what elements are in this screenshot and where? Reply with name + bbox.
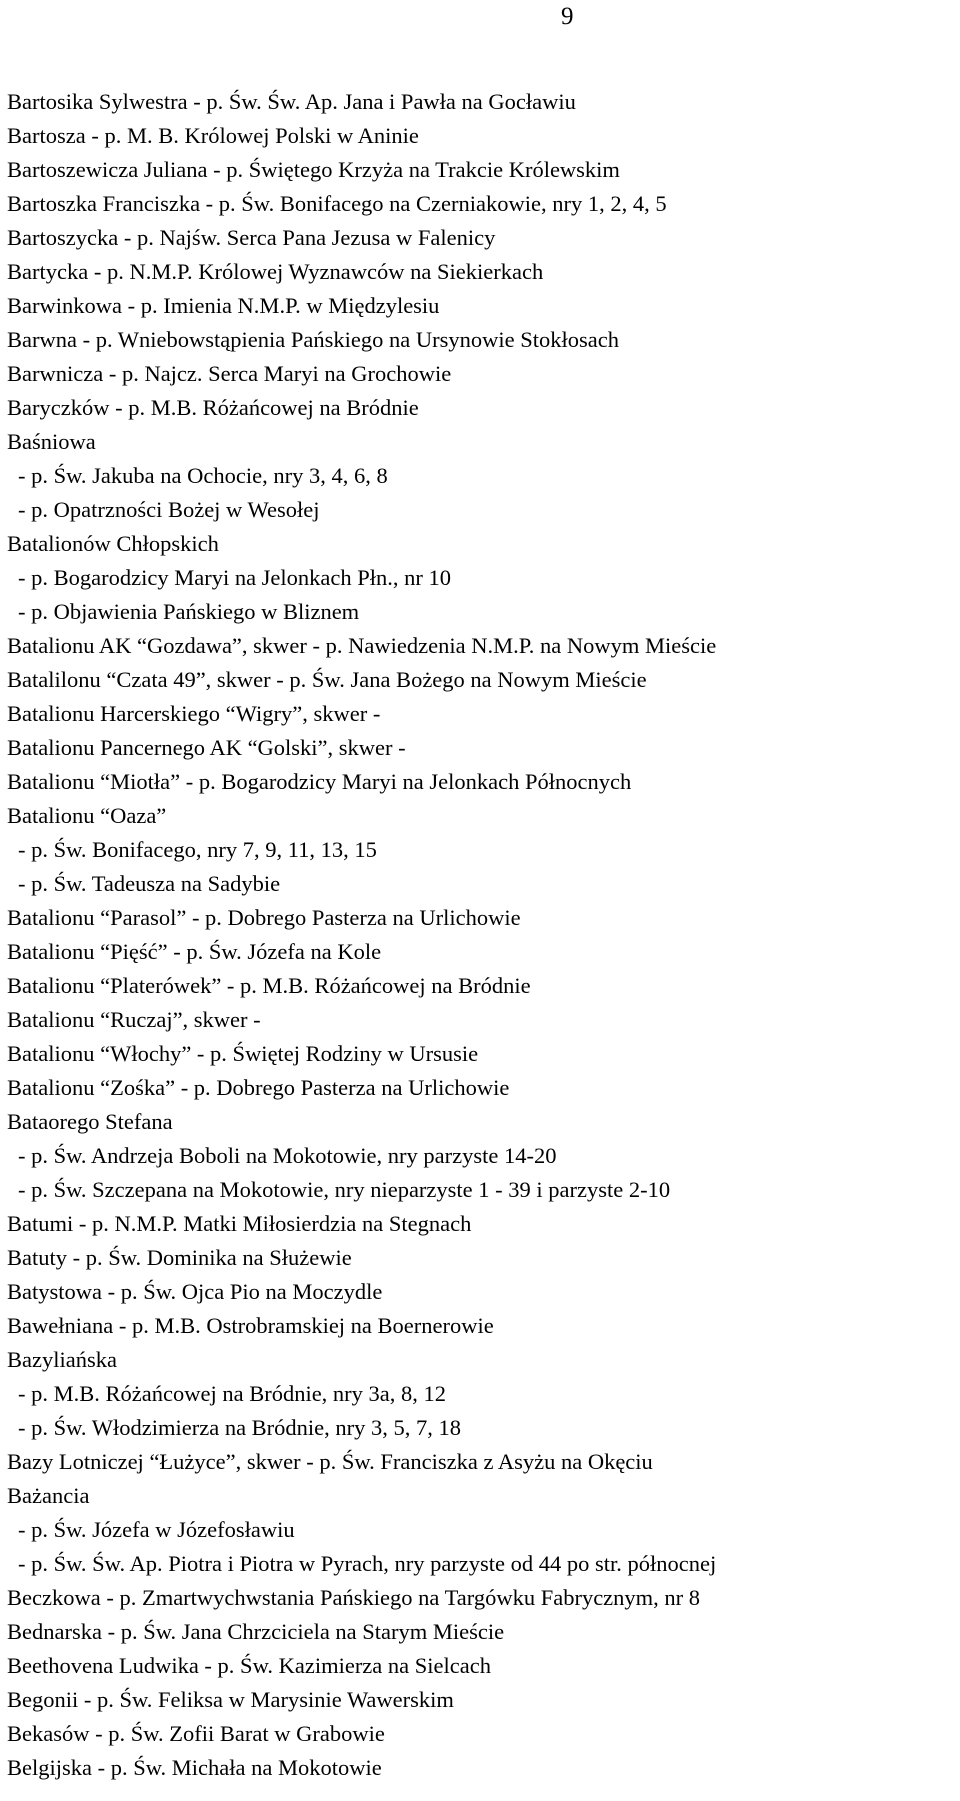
street-entry: Begonii - p. Św. Feliksa w Marysinie Wawerskim xyxy=(7,1687,454,1712)
parish-sub-entry: - p. Św. Józefa w Józefosławiu xyxy=(18,1517,295,1542)
street-entry: Beczkowa - p. Zmartwychwstania Pańskiego na Targówku Fabrycznym, nr 8 xyxy=(7,1585,701,1610)
street-entry: Batuty - p. Św. Dominika na Służewie xyxy=(7,1245,352,1270)
page-number: 9 xyxy=(561,3,574,30)
street-entry: Batystowa - p. Św. Ojca Pio na Moczydle xyxy=(7,1279,383,1304)
street-entry: Batalionu “Miotła” - p. Bogarodzicy Maryi na Jelonkach Północnych xyxy=(7,769,632,794)
street-entry: Beethovena Ludwika - p. Św. Kazimierza na Sielcach xyxy=(7,1653,491,1678)
parish-sub-entry: - p. Św. Włodzimierza na Bródnie, nry 3, 5, 7, 18 xyxy=(18,1415,462,1440)
street-entry: Batalionu “Parasol” - p. Dobrego Pasterza na Urlichowie xyxy=(7,905,521,930)
street-entry: Baśniowa xyxy=(7,429,96,454)
parish-sub-entry: - p. Opatrzności Bożej w Wesołej xyxy=(18,497,320,522)
parish-sub-entry: - p. Św. Bonifacego, nry 7, 9, 11, 13, 15 xyxy=(18,837,377,862)
street-entry: Barwnicza - p. Najcz. Serca Maryi na Grochowie xyxy=(7,361,452,386)
street-entry: Bartycka - p. N.M.P. Królowej Wyznawców na Siekierkach xyxy=(7,259,544,284)
street-entry: Bekasów - p. Św. Zofii Barat w Grabowie xyxy=(7,1721,385,1746)
street-entry: Batalionu Harcerskiego “Wigry”, skwer - xyxy=(7,701,381,726)
parish-sub-entry: - p. Bogarodzicy Maryi na Jelonkach Płn., nr 10 xyxy=(18,565,452,590)
street-entry: Batalionów Chłopskich xyxy=(7,531,219,556)
street-entry: Bartoszewicza Juliana - p. Świętego Krzyża na Trakcie Królewskim xyxy=(7,157,620,182)
street-entry: Bażancia xyxy=(7,1483,90,1508)
street-entry: Bartosza - p. M. B. Królowej Polski w Aninie xyxy=(7,123,419,148)
street-entry: Batalionu “Pięść” - p. Św. Józefa na Kole xyxy=(7,939,382,964)
parish-sub-entry: - p. Św. Andrzeja Boboli na Mokotowie, nry parzyste 14-20 xyxy=(18,1143,557,1168)
street-entry: Baryczków - p. M.B. Różańcowej na Bródnie xyxy=(7,395,419,420)
street-parish-list xyxy=(7,85,716,1785)
parish-sub-entry: - p. Św. Jakuba na Ochocie, nry 3, 4, 6, 8 xyxy=(18,463,388,488)
street-entry: Batalionu “Oaza” xyxy=(7,803,167,828)
street-entry: Bednarska - p. Św. Jana Chrzciciela na Starym Mieście xyxy=(7,1619,505,1644)
street-entry: Batalilonu “Czata 49”, skwer - p. Św. Jana Bożego na Nowym Mieście xyxy=(7,667,647,692)
street-entry: Bazy Lotniczej “Łużyce”, skwer - p. Św. Franciszka z Asyżu na Okęciu xyxy=(7,1449,653,1474)
street-entry: Batalionu “Zośka” - p. Dobrego Pasterza na Urlichowie xyxy=(7,1075,510,1100)
street-entry: Batalionu AK “Gozdawa”, skwer - p. Nawiedzenia N.M.P. na Nowym Mieście xyxy=(7,633,717,658)
street-entry: Bawełniana - p. M.B. Ostrobramskiej na Boernerowie xyxy=(7,1313,494,1338)
street-entry: Belgijska - p. Św. Michała na Mokotowie xyxy=(7,1755,382,1780)
street-entry: Batalionu Pancernego AK “Golski”, skwer - xyxy=(7,735,406,760)
parish-sub-entry: - p. Św. Szczepana na Mokotowie, nry nieparzyste 1 - 39 i parzyste 2-10 xyxy=(18,1177,671,1202)
street-entry: Barwinkowa - p. Imienia N.M.P. w Międzylesiu xyxy=(7,293,440,318)
street-entry: Bartoszycka - p. Najśw. Serca Pana Jezusa w Falenicy xyxy=(7,225,496,250)
street-entry: Barwna - p. Wniebowstąpienia Pańskiego na Ursynowie Stokłosach xyxy=(7,327,619,352)
parish-sub-entry: - p. M.B. Różańcowej na Bródnie, nry 3a, 8, 12 xyxy=(18,1381,447,1406)
street-entry: Bartosika Sylwestra - p. Św. Św. Ap. Jana i Pawła na Gocławiu xyxy=(7,89,576,114)
street-entry: Batumi - p. N.M.P. Matki Miłosierdzia na Stegnach xyxy=(7,1211,472,1236)
street-entry: Batalionu “Włochy” - p. Świętej Rodziny w Ursusie xyxy=(7,1041,479,1066)
street-entry: Batalionu “Platerówek” - p. M.B. Różańcowej na Bródnie xyxy=(7,973,531,998)
parish-sub-entry: - p. Św. Św. Ap. Piotra i Piotra w Pyrach, nry parzyste od 44 po str. północnej xyxy=(18,1551,717,1576)
street-entry: Bartoszka Franciszka - p. Św. Bonifacego na Czerniakowie, nry 1, 2, 4, 5 xyxy=(7,191,667,216)
street-entry: Bazyliańska xyxy=(7,1347,117,1372)
street-entry: Batalionu “Ruczaj”, skwer - xyxy=(7,1007,261,1032)
parish-sub-entry: - p. Św. Tadeusza na Sadybie xyxy=(18,871,281,896)
parish-sub-entry: - p. Objawienia Pańskiego w Bliznem xyxy=(18,599,360,624)
street-entry: Bataorego Stefana xyxy=(7,1109,173,1134)
